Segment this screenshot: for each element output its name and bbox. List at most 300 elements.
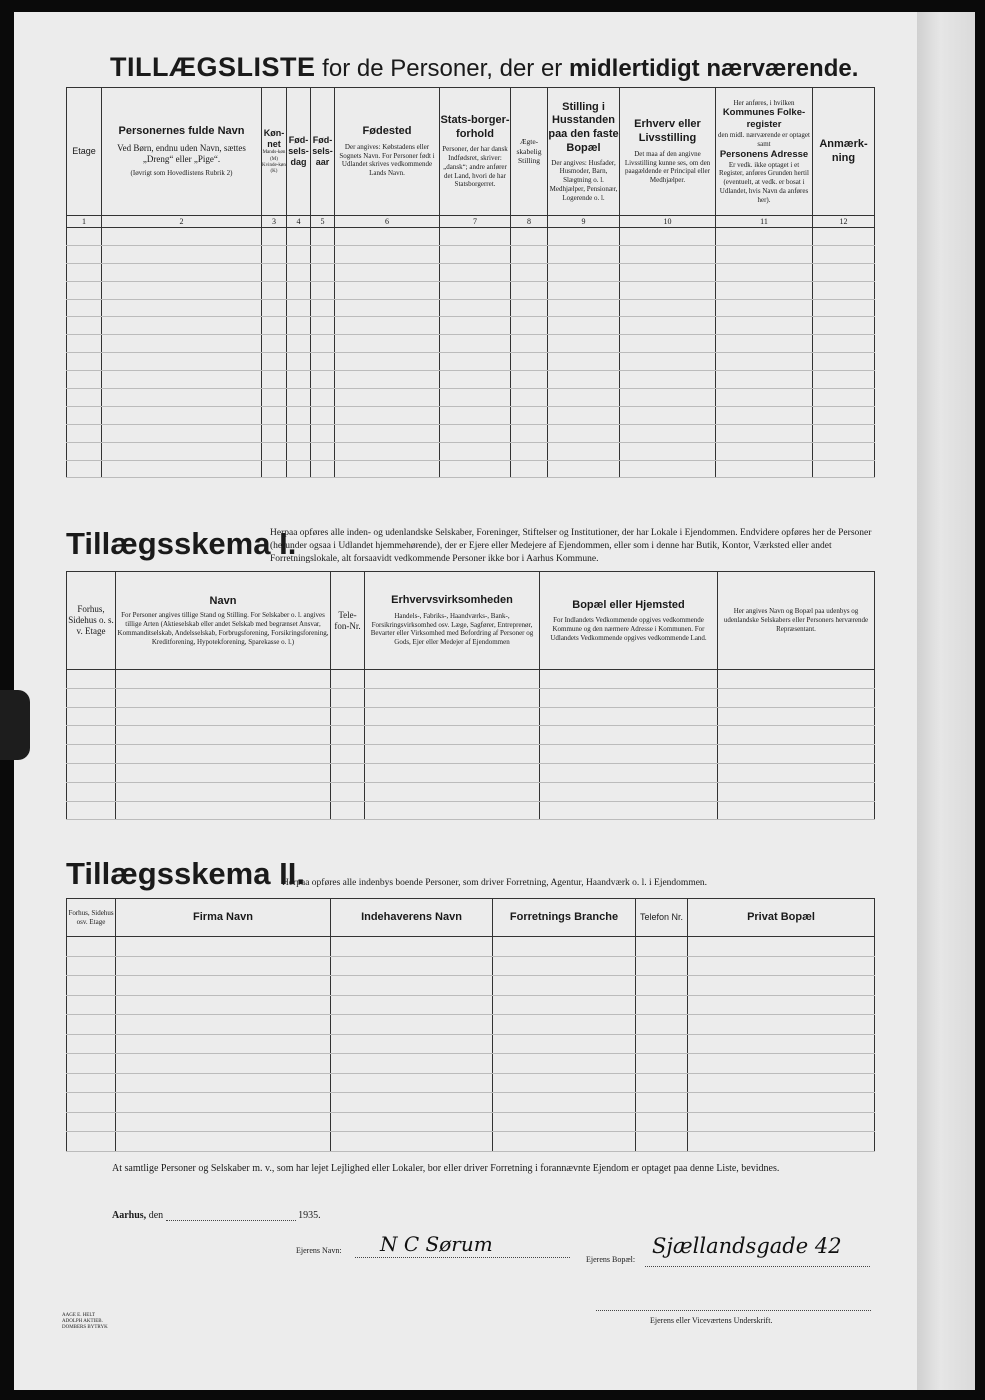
table-cell[interactable] [67,1132,116,1152]
table-cell[interactable] [67,353,102,371]
table-cell[interactable] [287,424,311,442]
table-cell[interactable] [688,937,875,957]
s1-col-navn: Navn For Personer angives tillige Stand og Stilling. For Selskaber o. l. angives tillige Arten (Aktieselskab eller andet Selskab med begrænset Ansvar, Kommanditselskab, Andelsselskab, Forbrugsforening, Forsikringsforening, Kreditforening, Hypotekforening, Sparekasse o. l.) [116,572,331,670]
table-cell[interactable] [813,406,875,424]
table-cell[interactable] [287,317,311,335]
table-cell[interactable] [331,763,365,782]
table-cell[interactable] [311,299,335,317]
table-cell[interactable] [540,782,718,801]
table-cell[interactable] [67,1054,116,1074]
table-cell[interactable] [331,1112,493,1132]
table-cell[interactable] [102,299,262,317]
table-cell[interactable] [331,707,365,726]
table-cell[interactable] [440,424,511,442]
table-cell[interactable] [67,228,102,246]
table-cell[interactable] [688,1132,875,1152]
table-cell[interactable] [813,317,875,335]
table-cell[interactable] [365,707,540,726]
table-cell[interactable] [636,1054,688,1074]
table-cell[interactable] [716,406,813,424]
table-cell[interactable] [540,670,718,689]
table-cell[interactable] [813,335,875,353]
table-cell[interactable] [311,263,335,281]
table-cell[interactable] [335,299,440,317]
table-cell[interactable] [102,424,262,442]
table-cell[interactable] [440,228,511,246]
table-cell[interactable] [813,228,875,246]
table-cell[interactable] [511,299,548,317]
table-cell[interactable] [116,1015,331,1035]
table-row [67,317,875,335]
table-cell[interactable] [716,335,813,353]
table-cell[interactable] [102,371,262,389]
table-cell[interactable] [67,670,116,689]
table-cell[interactable] [67,1093,116,1113]
table-cell[interactable] [440,371,511,389]
table-cell[interactable] [331,782,365,801]
table-cell[interactable] [262,317,287,335]
table-cell[interactable] [331,937,493,957]
table-cell[interactable] [548,389,620,407]
table-cell[interactable] [331,1073,493,1093]
table-cell[interactable] [511,228,548,246]
table-cell[interactable] [67,782,116,801]
table-cell[interactable] [688,1015,875,1035]
table-cell[interactable] [67,1112,116,1132]
table-cell[interactable] [440,335,511,353]
table-cell[interactable] [331,801,365,820]
table-cell[interactable] [116,745,331,764]
table-cell[interactable] [511,460,548,478]
table-cell[interactable] [331,688,365,707]
table-cell[interactable] [67,460,102,478]
table-cell[interactable] [262,299,287,317]
table-cell[interactable] [688,1073,875,1093]
table-cell[interactable] [548,406,620,424]
table-cell[interactable] [813,460,875,478]
table-cell[interactable] [331,1054,493,1074]
table-cell[interactable] [440,460,511,478]
table-cell[interactable] [548,335,620,353]
table-cell[interactable] [493,1132,636,1152]
table-cell[interactable] [67,299,102,317]
table-cell[interactable] [688,1034,875,1054]
table-cell[interactable] [365,745,540,764]
table-cell[interactable] [548,245,620,263]
table-cell[interactable] [102,353,262,371]
table-cell[interactable] [540,726,718,745]
table-cell[interactable] [67,442,102,460]
table-cell[interactable] [493,995,636,1015]
table-cell[interactable] [102,335,262,353]
table-cell[interactable] [813,442,875,460]
table-cell[interactable] [636,956,688,976]
table-cell[interactable] [287,389,311,407]
table-cell[interactable] [440,263,511,281]
table-cell[interactable] [67,937,116,957]
table-cell[interactable] [262,406,287,424]
table-cell[interactable] [311,245,335,263]
table-cell[interactable] [718,801,875,820]
table-cell[interactable] [116,707,331,726]
table-cell[interactable] [116,782,331,801]
table-cell[interactable] [67,263,102,281]
table-cell[interactable] [440,245,511,263]
table-cell[interactable] [262,424,287,442]
table-cell[interactable] [540,745,718,764]
table-cell[interactable] [620,245,716,263]
table-cell[interactable] [540,688,718,707]
col-navn: Personernes fulde Navn Ved Børn, endnu uden Navn, sættes „Dreng“ eller „Pige“. (Iøvrigt som Hovedlistens Rubrik 2) [102,88,262,216]
table-cell[interactable] [620,299,716,317]
table-cell[interactable] [331,745,365,764]
table-cell[interactable] [716,424,813,442]
table-cell[interactable] [620,281,716,299]
table-cell[interactable] [67,406,102,424]
table-cell[interactable] [287,353,311,371]
table-cell[interactable] [335,353,440,371]
table-cell[interactable] [440,317,511,335]
table-cell[interactable] [548,442,620,460]
table-cell[interactable] [620,442,716,460]
table-cell[interactable] [636,1073,688,1093]
table-cell[interactable] [716,228,813,246]
table-cell[interactable] [311,406,335,424]
table-cell[interactable] [511,335,548,353]
table-cell[interactable] [335,245,440,263]
table-cell[interactable] [365,670,540,689]
table-row [67,995,875,1015]
table-cell[interactable] [540,707,718,726]
table-cell[interactable] [335,406,440,424]
table-cell[interactable] [718,688,875,707]
table-row [67,976,875,996]
table-cell[interactable] [116,726,331,745]
table-cell[interactable] [287,460,311,478]
table-cell[interactable] [311,460,335,478]
table-cell[interactable] [688,976,875,996]
table-cell[interactable] [540,801,718,820]
table-cell[interactable] [813,371,875,389]
table-cell[interactable] [548,299,620,317]
table-cell[interactable] [67,424,102,442]
table-cell[interactable] [440,353,511,371]
table-cell[interactable] [365,763,540,782]
table-cell[interactable] [67,1034,116,1054]
table-cell[interactable] [548,353,620,371]
table-cell[interactable] [287,228,311,246]
table-cell[interactable] [688,1093,875,1113]
table-cell[interactable] [262,281,287,299]
table-cell[interactable] [287,371,311,389]
table-cell[interactable] [331,726,365,745]
table-cell[interactable] [335,228,440,246]
table-row [67,801,875,820]
table-cell[interactable] [813,281,875,299]
table-cell[interactable] [548,228,620,246]
table-cell[interactable] [511,245,548,263]
place-label: Aarhus, [112,1210,147,1221]
table-cell[interactable] [688,1054,875,1074]
table-cell[interactable] [311,281,335,299]
table-cell[interactable] [511,371,548,389]
table-cell[interactable] [311,424,335,442]
table-cell[interactable] [440,389,511,407]
table-cell[interactable] [331,1093,493,1113]
table-cell[interactable] [311,317,335,335]
table-cell[interactable] [511,317,548,335]
table-cell[interactable] [440,442,511,460]
table-cell[interactable] [67,745,116,764]
table-cell[interactable] [67,371,102,389]
table-cell[interactable] [688,1112,875,1132]
table-cell[interactable] [548,281,620,299]
table-cell[interactable] [718,763,875,782]
table-cell[interactable] [67,995,116,1015]
table-cell[interactable] [335,424,440,442]
table-cell[interactable] [813,299,875,317]
table-cell[interactable] [813,424,875,442]
table-cell[interactable] [102,442,262,460]
table-cell[interactable] [548,460,620,478]
table-cell[interactable] [102,228,262,246]
table-cell[interactable] [116,1073,331,1093]
table-cell[interactable] [620,371,716,389]
table-cell[interactable] [311,335,335,353]
table-cell[interactable] [440,299,511,317]
table-cell[interactable] [331,1034,493,1054]
table-cell[interactable] [262,335,287,353]
table-cell[interactable] [716,281,813,299]
table-cell[interactable] [688,956,875,976]
s2-col-bopael: Privat Bopæl [688,899,875,937]
table-cell[interactable] [365,801,540,820]
table-cell[interactable] [287,406,311,424]
table-cell[interactable] [813,353,875,371]
table-row [67,228,875,246]
table-cell[interactable] [102,406,262,424]
table-cell[interactable] [716,442,813,460]
table-cell[interactable] [116,937,331,957]
table-cell[interactable] [67,956,116,976]
table-cell[interactable] [620,317,716,335]
table-cell[interactable] [67,389,102,407]
table-cell[interactable] [102,389,262,407]
table-cell[interactable] [116,1034,331,1054]
table-cell[interactable] [716,353,813,371]
table-cell[interactable] [287,335,311,353]
table-cell[interactable] [620,335,716,353]
table-cell[interactable] [716,389,813,407]
table-cell[interactable] [311,228,335,246]
table-cell[interactable] [102,263,262,281]
table-row [67,299,875,317]
table-cell[interactable] [262,245,287,263]
table-cell[interactable] [262,460,287,478]
table-cell[interactable] [440,281,511,299]
table-cell[interactable] [620,406,716,424]
col-anmaerkning: Anmærk-ning [813,88,875,216]
table-cell[interactable] [620,389,716,407]
table-cell[interactable] [365,688,540,707]
year-label: 1935. [298,1210,321,1221]
table-cell[interactable] [335,335,440,353]
table-cell[interactable] [67,801,116,820]
table-cell[interactable] [335,389,440,407]
table-cell[interactable] [493,1034,636,1054]
table-cell[interactable] [331,670,365,689]
table-cell[interactable] [511,389,548,407]
table-cell[interactable] [116,763,331,782]
table-cell[interactable] [311,353,335,371]
table-cell[interactable] [511,424,548,442]
table-cell[interactable] [67,281,102,299]
table-cell[interactable] [636,1112,688,1132]
table-cell[interactable] [716,317,813,335]
table-row [67,707,875,726]
table-cell[interactable] [620,424,716,442]
table-cell[interactable] [636,1093,688,1113]
table-cell[interactable] [636,1015,688,1035]
col-erhverv: Erhverv eller Livsstilling Det maa af den angivne Livsstilling kunne ses, om den paagældende er Principal eller Medhjælper. [620,88,716,216]
table-cell[interactable] [116,688,331,707]
table-cell[interactable] [287,281,311,299]
table-cell[interactable] [493,937,636,957]
table-cell[interactable] [636,976,688,996]
table-cell[interactable] [716,245,813,263]
table-cell[interactable] [116,801,331,820]
table-cell[interactable] [67,1015,116,1035]
table-cell[interactable] [493,1112,636,1132]
table-cell[interactable] [335,460,440,478]
table-cell[interactable] [620,228,716,246]
table-cell[interactable] [335,371,440,389]
table-cell[interactable] [67,976,116,996]
table-cell[interactable] [493,1093,636,1113]
table-cell[interactable] [262,371,287,389]
table-cell[interactable] [548,317,620,335]
table-cell[interactable] [716,299,813,317]
table-cell[interactable] [636,1132,688,1152]
table-cell[interactable] [493,1073,636,1093]
table-cell[interactable] [716,460,813,478]
table-cell[interactable] [262,389,287,407]
table-cell[interactable] [331,956,493,976]
table-cell[interactable] [716,371,813,389]
table-cell[interactable] [102,317,262,335]
table-cell[interactable] [548,424,620,442]
table-cell[interactable] [493,976,636,996]
table-cell[interactable] [548,263,620,281]
table-cell[interactable] [718,726,875,745]
table-cell[interactable] [116,1112,331,1132]
table-cell[interactable] [540,763,718,782]
table-cell[interactable] [718,707,875,726]
table-cell[interactable] [262,228,287,246]
table-cell[interactable] [311,442,335,460]
table-cell[interactable] [331,1132,493,1152]
table-cell[interactable] [287,245,311,263]
table-cell[interactable] [102,460,262,478]
table-row [67,1073,875,1093]
signature-line [596,1310,871,1311]
table-row [67,245,875,263]
table-row [67,442,875,460]
table-cell[interactable] [67,317,102,335]
table-cell[interactable] [335,442,440,460]
table-cell[interactable] [813,389,875,407]
table-cell[interactable] [718,745,875,764]
table-cell[interactable] [335,263,440,281]
table-cell[interactable] [511,442,548,460]
table-cell[interactable] [67,726,116,745]
table-cell[interactable] [493,956,636,976]
table-cell[interactable] [636,937,688,957]
table-cell[interactable] [440,406,511,424]
table-cell[interactable] [688,995,875,1015]
table-cell[interactable] [548,371,620,389]
table-cell[interactable] [620,460,716,478]
table-cell[interactable] [620,353,716,371]
table-cell[interactable] [116,995,331,1015]
table-cell[interactable] [511,281,548,299]
table-cell[interactable] [102,281,262,299]
table-cell[interactable] [335,317,440,335]
table-cell[interactable] [331,995,493,1015]
table-cell[interactable] [331,1015,493,1035]
table-cell[interactable] [67,707,116,726]
table-cell[interactable] [116,670,331,689]
table-cell[interactable] [102,245,262,263]
table-cell[interactable] [636,1034,688,1054]
table-cell[interactable] [636,995,688,1015]
table-cell[interactable] [365,782,540,801]
table-cell[interactable] [716,263,813,281]
table-cell[interactable] [511,406,548,424]
table-cell[interactable] [331,976,493,996]
table-cell[interactable] [813,245,875,263]
table-cell[interactable] [287,263,311,281]
table-cell[interactable] [262,263,287,281]
table-cell[interactable] [116,956,331,976]
table-cell[interactable] [620,263,716,281]
table-cell[interactable] [116,1093,331,1113]
table-cell[interactable] [718,670,875,689]
table-cell[interactable] [262,353,287,371]
table-cell[interactable] [335,281,440,299]
table-cell[interactable] [493,1054,636,1074]
table-cell[interactable] [511,353,548,371]
table-cell[interactable] [67,688,116,707]
table-cell[interactable] [116,976,331,996]
table-cell[interactable] [262,442,287,460]
table-cell[interactable] [67,1073,116,1093]
table-cell[interactable] [365,726,540,745]
table-cell[interactable] [493,1015,636,1035]
table-cell[interactable] [287,442,311,460]
table-cell[interactable] [116,1132,331,1152]
table-cell[interactable] [311,371,335,389]
table-cell[interactable] [67,763,116,782]
table-cell[interactable] [287,299,311,317]
table-cell[interactable] [67,245,102,263]
table-cell[interactable] [813,263,875,281]
table-cell[interactable] [116,1054,331,1074]
table-cell[interactable] [511,263,548,281]
table-cell[interactable] [67,335,102,353]
table-cell[interactable] [718,782,875,801]
table-cell[interactable] [311,389,335,407]
